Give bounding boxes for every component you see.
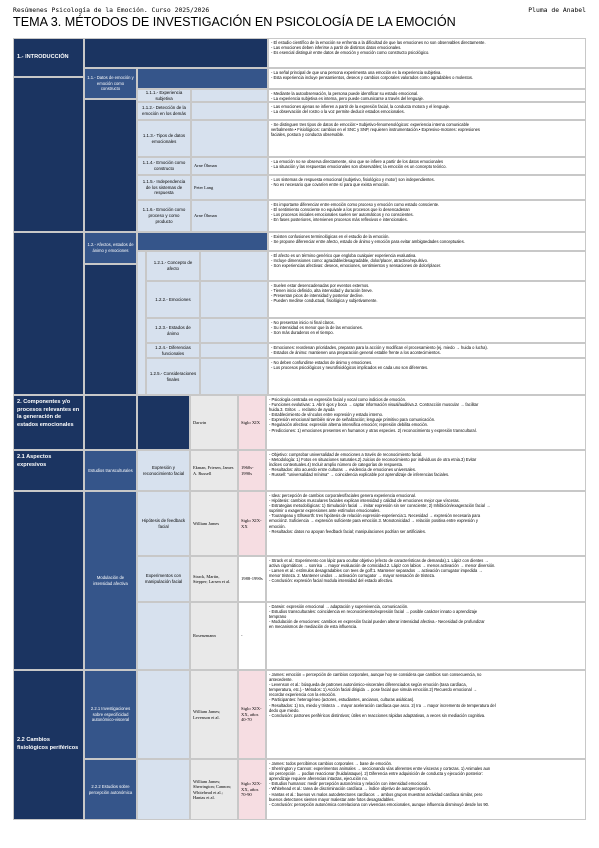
date-strack (238, 556, 266, 602)
text-line: temperatura, etc.).- Métodos: 1) Acción facial dirigida → pose facial que simula emoción.2) Recuerdo emocional → (269, 687, 477, 693)
text-line: - El estudio científico de la emoción se enfrenta a la dificultad de que las emociones no son observables directamente. (271, 40, 486, 45)
cell-label: 1.1.5.- Independencia de los sistemas de respuesta (142, 178, 186, 196)
text-line: - Suelen estar desencadenadas por eventos externos. (271, 283, 370, 288)
date-james-1 (238, 491, 266, 556)
cell-label: Siglo XIX-XX, años 70-90 (241, 780, 262, 798)
cell-label: 1.2.1.- Concepto de afecto (153, 260, 193, 271)
author-james-2 (190, 670, 238, 759)
text-line: - Regulación afectiva: expresión alterna intensifica emoción; represión debilita emoción. (269, 422, 429, 428)
text-1-1 (268, 68, 586, 89)
text-line: - La situación y las respuestas emocionales son observables; la emoción es un concepto teórico. (271, 164, 447, 170)
cell-label: 2. Componentes y/o procesos relevantes en la generación de estados emocionales (17, 399, 80, 428)
text-levenson (266, 670, 586, 759)
text-line: menor tristeza. 2. Mantener unidos → activación corrugator → mayor sensación de tristeza. (269, 573, 436, 579)
subsection-2-2-2 (84, 759, 137, 820)
text-line: - Conclusión: percepción autonómica correlaciona con vivencias emocionales, aunque influencia disminuyó desde los 90. (269, 801, 490, 807)
text-line: - Metodología: 1) Fotos en situaciones naturales.2) Juicios de reconocimiento por individuos de otra etnia.3) Evitar (269, 457, 477, 463)
text-line: - Idea: percepción de cambios corporales/faciales genera experiencia emocional. (269, 493, 417, 498)
text-line: - Su intensidad es menor que la de las emociones. (271, 325, 363, 331)
cell-label: Modulación de intensidad afectiva (93, 574, 128, 586)
cell-label: Estudios transculturales (88, 467, 133, 473)
cell-label: 2.2.1 Investigaciones sobre especificidad autonómico-visceral (90, 705, 131, 723)
text-line: - James: emoción = percepción de cambios corporales, aunque hoy se considera que cambios son consecuencia, no (269, 672, 482, 677)
text-1-2-4 (268, 343, 586, 358)
text-ekman (266, 450, 586, 491)
subsection-1-2 (84, 232, 137, 264)
text-line: verbalmente.• Fisiológicos: cambios en el SNC y SNP, requieren instrumentación.• Expresivo-motores: expresiones (271, 127, 480, 133)
text-line: - Estados de ánimo: mantienen una preparación general estable frente a los acontecimientos. (271, 350, 441, 356)
text-line: - Tourangeau y Ellsworth: tres hipótesis de relación expresión-experiencia:1. Necesidad → expresión necesaria para (269, 513, 481, 519)
text-line: - Establecimiento de vínculos entre expresión y estado interno. (269, 412, 384, 418)
text-line: - No presentan inicio ni final claros. (271, 320, 335, 325)
filler (137, 602, 190, 670)
date-rosenzmann (238, 602, 266, 670)
cell-label: Rosenzmann (193, 633, 216, 639)
filler (137, 670, 190, 759)
text-line: - Larsen et al.: estímulos desagradables con tees de golf:1. Mantener separados → activación corrugator impedida → (269, 568, 483, 574)
text-line: - Participantes: heterogéneo (actores, estudiantes, ancianos, culturas asiáticas). (269, 697, 415, 703)
text-line: - Funciones evolutivas: 1. Abrir ojos y boca → captar información visual/auditiva.2. Contracción muscular → facilitar (269, 402, 479, 408)
text-line: - La señal principal de que una persona experimenta una emoción es la experiencia subjetiva. (271, 70, 442, 75)
filler (84, 38, 268, 68)
cell-label: 2.1 Aspectos expresivos (17, 454, 52, 468)
text-line: - Objetivo: comprobar universalidad de emociones a través de reconocimiento facial. (269, 452, 423, 457)
text-line: - Darwin: expresión emocional → adaptación y supervivencia, comunicación. (269, 604, 409, 609)
filler (191, 102, 268, 120)
text-introduccion (268, 38, 586, 68)
text-line: - Presentan picos de intensidad y posterior declive. (271, 293, 364, 299)
cell-label: Darwin (193, 419, 207, 425)
cell-label: 1.2.- Afectos, estados de ánimo y emociones (87, 242, 134, 253)
item-1-2-4 (146, 343, 200, 358)
filler (200, 251, 268, 281)
cell-label: 1.1.- Datos de emoción y emoción como constructo (87, 74, 134, 92)
item-feedback-facial (137, 491, 190, 556)
item-1-2-5 (146, 358, 200, 395)
text-line: - Se propone diferenciar entre afecto, estado de ánimo y emoción para evitar ambigüedades conceptuales. (271, 239, 465, 245)
text-line: en mecanismos de mediación de esta influencia. (269, 624, 358, 630)
date-james-2 (238, 670, 266, 759)
text-line: índices contextuales.4) Incluir amplio número de categorías de respuesta. (269, 462, 404, 468)
text-line: temprano (269, 614, 287, 620)
item-1-1-5 (137, 175, 191, 200)
filler (200, 281, 268, 318)
text-1-2-3 (268, 318, 586, 343)
text-line: sin percepción → podían reaccionar (huida/ataque). 2) Diferencia entre adquisición de conducta y ejecución posterior: (269, 771, 483, 777)
cell-label: William James; Levenson et al. (193, 709, 221, 720)
cell-label: 1.1.1.- Experiencia subjetiva (145, 89, 183, 101)
filler (84, 264, 137, 395)
filler (137, 251, 146, 395)
cell-label: 1.1.2.- Detección de la emoción en los demás (142, 105, 186, 116)
text-line: - Conclusión: expresión facial modula intensidad del estado afectivo. (269, 578, 394, 584)
text-line: antecedente. (269, 677, 293, 683)
filler (137, 759, 190, 820)
cell-label: Ekman, Friesen, James A. Russell (193, 465, 234, 476)
text-line: - Sherrington y Cannon: experimentos animales → seccionando vías aferentes entre vísceras y cortezas. 1) Animales aun (269, 766, 491, 772)
text-line: - No deben confundirse estados de ánimo y emociones. (271, 360, 373, 365)
author-1-1-4 (191, 157, 268, 175)
text-line: - Estrategias metodológicas: 1) Simulación facial → imitar expresión sin ser consciente; 2) Inhibición/exageración facial → (269, 503, 491, 509)
text-1-1-1 (268, 89, 586, 102)
cell-label: 2.2 Cambios fisiológicos periféricos (17, 737, 79, 751)
text-line: - Las emociones ajenas se infieren a partir de la expresión facial, la conducta motora y el lenguaje. (271, 104, 451, 109)
text-line: - Modulación de emociones: cambios en expresión facial pueden alterar intensidad afectiva.- Necesidad de profundizar (269, 619, 485, 625)
text-rosenzmann (266, 602, 586, 670)
text-line: - Estudios humanos: medir percepción autonómica y relación con intensidad emocional. (269, 781, 429, 787)
text-line: aprendizaje requiere aferencias intactas, ejecución no. (269, 776, 368, 782)
cell-label: Strack, Martin, Stepper; Larsen et al. (193, 573, 231, 584)
cell-label: Expresión y reconocimiento facial (142, 464, 185, 476)
text-line: - Los sistemas de respuesta emocional (subjetivo, fisiológico y motor) son independientes. (271, 177, 435, 182)
filler (200, 358, 268, 395)
author-james-1 (190, 491, 238, 556)
cell-label: 1.1.4.- Emoción como constructo (142, 160, 186, 171)
cell-label: William James; Sherrington; Cannon; Whitehead et al.; Hantas et al. (193, 778, 231, 800)
filler (191, 120, 268, 157)
text-line: - Esta experiencia incluye pensamientos, deseos y cambios corporales valorados como agradables o molestos. (271, 75, 474, 81)
filler (13, 77, 84, 232)
item-1-1-4 (137, 157, 191, 175)
section-2-2 (13, 670, 84, 820)
cell-label: William James (193, 520, 220, 526)
text-line: - Strack et al.: Experimento con lápiz para ocultar objetivo (efecto de características de demanda).1. Lápiz con dientes → (269, 558, 489, 563)
text-strack (266, 556, 586, 602)
cell-label: - (241, 633, 243, 639)
filler (84, 99, 137, 232)
text-line: - Russell: "universalidad mínima" → coincidencia explicable por aprendizaje de inferencias faciales. (269, 472, 450, 478)
section-componentes (13, 395, 84, 450)
text-sherrington (266, 759, 586, 820)
text-line: - Resultados: alto acuerdo entre culturas → evidencia de emociones universales. (269, 467, 416, 473)
text-line: - Son experiencias afectivas: deseos, emociones, sentimientos y sensaciones de dolor/placer. (271, 263, 442, 269)
text-line: - Existen confusiones terminológicas en el estudio de la emoción. (271, 234, 390, 239)
text-line: - En fases posteriores, intervienen procesos más reflexivos e intencionales. (271, 217, 408, 223)
text-line: - Es importante diferenciar entre emoción como proceso y emoción como estado consciente. (271, 202, 440, 207)
filler (200, 318, 268, 343)
cell-label: 1.2.4.- Diferencias funcionales (155, 344, 191, 356)
text-line: - Whitehead et al.: tarea de discriminación cardíaca → índice objetivo de autopercepción. (269, 786, 431, 792)
text-darwin (266, 395, 586, 450)
cell-label: Siglo XIX-XX (241, 517, 262, 529)
text-line: - El afecto es un término genérico que engloba cualquier experiencia evaluativa. (271, 253, 417, 258)
text-line: - Psicología centrada en expresión facial y vocal como indicios de emoción. (269, 397, 406, 402)
text-line: - El sentimiento consciente no equivale a los procesos que lo desencadenan (271, 207, 410, 213)
item-1-1-1 (137, 89, 191, 102)
cell-label: 1.2.5.- Consideraciones finales (149, 370, 197, 382)
filler (137, 232, 268, 251)
cell-label: 1.1.3.- Tipos de datos emocionales (142, 132, 186, 144)
cell-label: 1988-1990s (241, 576, 263, 582)
author-darwin (190, 395, 238, 450)
text-line: dedo que miedo. (269, 707, 300, 713)
text-line: - No es necesario que covaríen entre sí para que exista emoción. (271, 182, 390, 188)
text-line: - James: todos percibimos cambios corporales → base de emoción. (269, 761, 393, 766)
author-rosenzmann (190, 602, 238, 670)
text-1-2-5 (268, 358, 586, 395)
date-sherrington (238, 759, 266, 820)
cell-label: 1.1.6.- Emoción como proceso y como producto (142, 207, 186, 224)
course-header: Resúmenes Psicología de la Emoción. Curso 2025/2026 (13, 6, 210, 14)
text-line: - Expresión emocional también sirve de señalización; lenguaje primitivo para comunicación. (269, 417, 436, 423)
text-line: - Hipótesis: cambios musculares faciales explican intensidad y calidad de emociones mejor que vísceras. (269, 498, 460, 504)
cell-label: Experimentos con manipulación facial (144, 573, 183, 584)
subsection-modulacion (84, 491, 137, 670)
cell-label: Arne Öhman (194, 163, 217, 169)
filler (191, 89, 268, 102)
author-ekman (190, 450, 238, 491)
section-introduccion (13, 38, 84, 77)
text-line: - Emociones: reordenan prioridades, preparan para la acción y modifican el procesamiento (ej. miedo → huida o lucha). (271, 345, 488, 350)
text-feedback (266, 491, 586, 556)
text-line: - Pueden medirse conductual, fisiológica y subjetivamente. (271, 298, 378, 304)
author-1-1-5 (191, 175, 268, 200)
author-strack (190, 556, 238, 602)
text-1-2-2 (268, 281, 586, 318)
text-line: - La experiencia subjetiva es interna, pero puede comunicarse a través del lenguaje. (271, 96, 424, 102)
text-1-1-2 (268, 102, 586, 120)
text-line: - Es esencial distinguir entre datos de emoción y emoción como constructo psicológico. (271, 50, 430, 56)
text-line: buenos detectores sienten mayor malestar ante fotos desagradables. (269, 796, 395, 802)
cell-label: 1.- INTRODUCCIÓN (17, 53, 69, 60)
text-line: - La observación del rostro o la voz permite deducir estados emocionales. (271, 109, 405, 115)
cell-label: Peter Lang (194, 184, 214, 190)
filler (13, 232, 84, 395)
text-line: - Se distinguen tres tipos de datos de emoción:• Subjetivo-fenomenológicos: experiencia interna comunicable (271, 122, 470, 127)
text-line: recordar experiencia con la emoción. (269, 692, 337, 698)
text-line: - Hantas et al.: buenos vs malos autodetectores cardíacos → ambos grupos muestran actividad cardíaca similar, pero (269, 791, 483, 797)
subsection-2-2-1 (84, 670, 137, 759)
text-line: - Levenson et al.: búsqueda de patrones autonómico-viscerales diferenciados según emoción (tasa cardíaca, (269, 682, 467, 688)
filler (13, 491, 84, 670)
author-header: Pluma de Anabel (528, 6, 586, 14)
text-line: - Tienen inicio definido, alta intensidad y duración breve. (271, 288, 373, 294)
text-line: faciales, postura y conducta observable. (271, 132, 345, 138)
text-line: - Mediante la autoobservación, la persona puede identificar su estado emocional. (271, 91, 419, 96)
filler (84, 395, 137, 450)
text-line: - Resultados: datos no apoyan feedback facial; manipulaciones podrían ser artificiales. (269, 528, 427, 534)
item-1-2-3 (146, 318, 200, 343)
text-1-1-3 (268, 120, 586, 157)
filler (200, 343, 268, 358)
author-1-1-6 (191, 200, 268, 232)
author-sherrington (190, 759, 238, 820)
item-1-1-6 (137, 200, 191, 232)
filler (137, 395, 190, 450)
text-line: - Resultados: 1) Ira, miedo y tristeza → mayor aceleración cardíaca que asco. 2) Ira → mayor incremento de temperatura del (269, 702, 496, 708)
text-line: activa cigomáticos → sonrisa → mayor evaluación de comicidad.2. Lápiz con labios → menos activación → menor diversión. (269, 563, 496, 569)
cell-label: Siglo XIX-XX, años 40-70 (241, 705, 262, 723)
cell-label: Siglo XIX (241, 419, 261, 425)
filler (137, 68, 268, 89)
section-2-1 (13, 450, 84, 491)
text-line: huida.3. Gritos → reclamo de ayuda (269, 407, 335, 413)
item-1-2-1 (146, 251, 200, 281)
cell-label: 1960s-1990s (241, 464, 254, 476)
text-1-1-6 (268, 200, 586, 232)
item-expresion-facial (137, 450, 190, 491)
item-1-1-3 (137, 120, 191, 157)
text-line: - Son más duraderos en el tiempo. (271, 330, 334, 336)
text-1-2 (268, 232, 586, 251)
text-line: emoción. (269, 523, 286, 529)
item-1-1-2 (137, 102, 191, 120)
cell-label: 1.2.2.- Emociones (155, 296, 191, 302)
text-line: suprimir o exagerar expresiones ante estímulos emocionales. (269, 508, 381, 514)
document-title: TEMA 3. MÉTODOS DE INVESTIGACIÓN EN PSICOLOGÍA DE LA EMOCIÓN (13, 15, 456, 29)
text-line: emoción2. Suficiencia → expresión suficiente para emoción.3. Monotonicidad → relación positiva entre expresión y (269, 518, 478, 524)
cell-label: 1.2.3.- Estados de ánimo (155, 324, 191, 336)
summary-table (13, 38, 586, 820)
text-line: - Las emociones deben inferirse a partir de distintos datos emocionales. (271, 45, 402, 51)
text-1-1-5 (268, 175, 586, 200)
text-line: - La emoción no se observa directamente, sino que se infiere a partir de los datos emocionales (271, 159, 444, 164)
text-1-1-4 (268, 157, 586, 175)
date-darwin (238, 395, 266, 450)
text-line: - Los procesos psicológicos y neurofisiológicos implicados en cada uno son diferentes. (271, 365, 429, 371)
cell-label: 2.2.2 Estudios sobre percepción autonómica (88, 783, 133, 795)
item-1-2-2 (146, 281, 200, 318)
text-line: - Los procesos iniciales emocionales suelen ser automáticos y no conscientes. (271, 212, 414, 218)
item-manipulacion-facial (137, 556, 190, 602)
text-line: - Estudios transculturales: coincidencia en reconocimiento/expresión facial → posible carácter innato o aprendizaje (269, 609, 478, 615)
cell-label: Hipótesis de feedback facial (141, 517, 186, 529)
date-ekman (238, 450, 266, 491)
text-1-2-1 (268, 251, 586, 281)
text-line: - Conclusión: patrones periféricos distintivos; útiles en reacciones rápidas adaptativas, a veces sin mediación cognitiva. (269, 712, 486, 718)
subsection-transculturales (84, 450, 137, 491)
text-line: - Predicciones: 1) emociones presentes en humanos y otras especies. 2) reconocimiento y expresión transcultural. (269, 427, 477, 433)
text-line: - Incluye dimensiones como: agradable/desagradable, dolor/placer, atractivo/repulsivo. (271, 258, 429, 264)
cell-label: Arne Öhman (194, 213, 217, 219)
subsection-1-1 (84, 68, 137, 99)
